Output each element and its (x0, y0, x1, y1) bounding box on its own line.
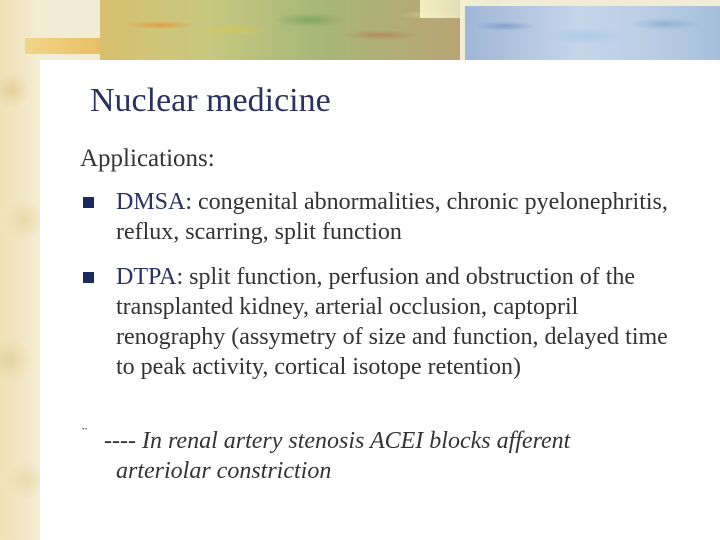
diaeresis-bullet-icon: ¨ (82, 425, 88, 442)
note-line-2: arteriolar constriction (116, 458, 332, 484)
square-bullet-icon (83, 197, 94, 208)
bullet-text (116, 187, 676, 247)
left-decorative-strip (0, 0, 40, 540)
bullet-term: DMSA (116, 189, 186, 215)
section-heading: Applications: (80, 145, 215, 172)
bullet-description: : split function, perfusion and obstruction of the transplanted kidney, arterial occlusion, captopril renography (assymetry of size and function, delayed time to peak activity, cortical isotope retention) (116, 264, 668, 380)
square-bullet-icon (83, 272, 94, 283)
banner-blue-image (465, 6, 720, 60)
top-decorative-banner (0, 0, 720, 60)
bullet-term: DTPA (116, 264, 177, 290)
note-line-1: ---- In renal artery stenosis ACEI blocks afferent (104, 428, 571, 454)
banner-gold-block (25, 38, 105, 54)
banner-leafy-image (100, 0, 460, 60)
slide-title: Nuclear medicine (90, 82, 331, 119)
bullet-description: : congenital abnormalities, chronic pyelonephritis, reflux, scarring, split function (116, 189, 668, 245)
bullet-text (116, 262, 676, 382)
note-text (104, 426, 674, 486)
